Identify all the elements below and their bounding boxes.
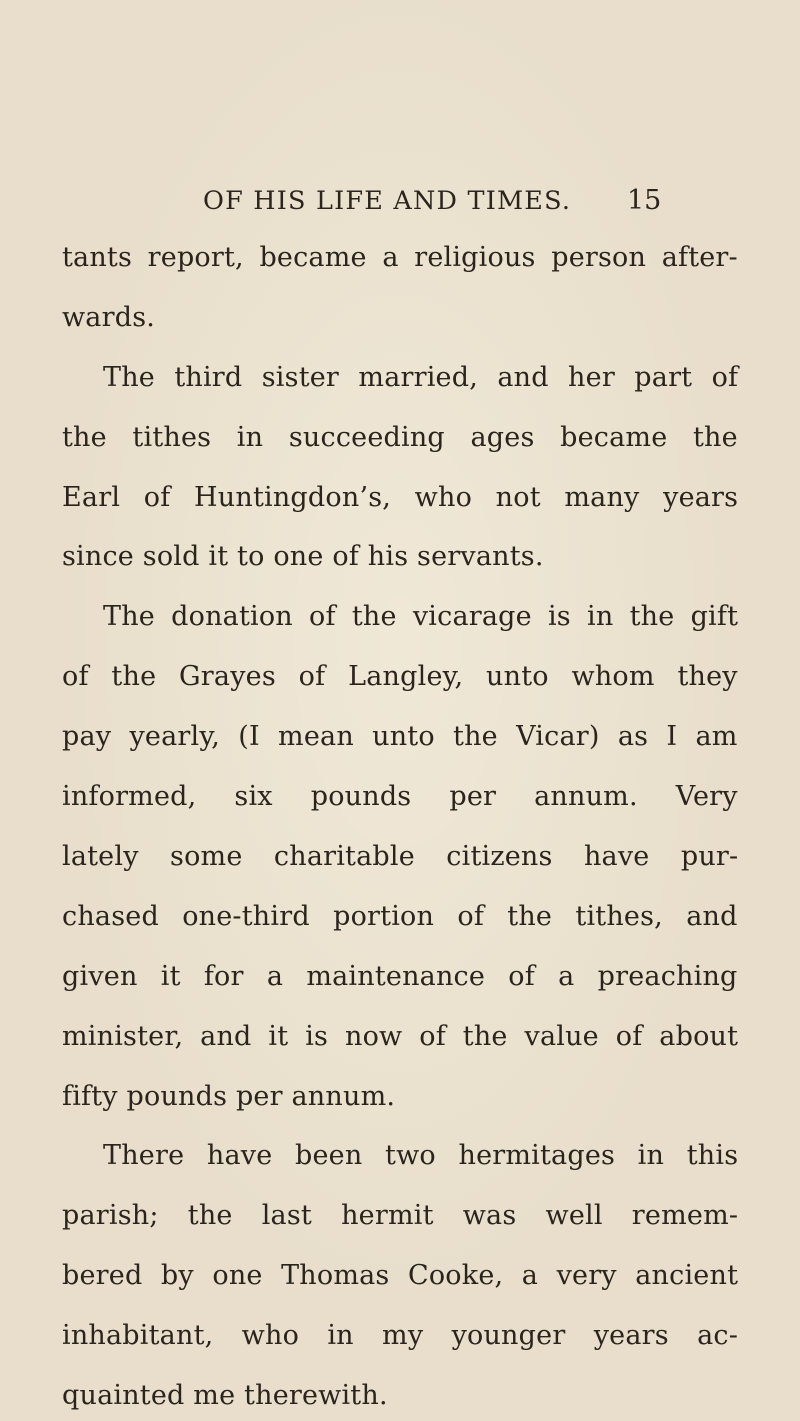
text-line: since sold it to one of his servants. bbox=[62, 541, 544, 572]
text-line: the tithes in succeeding ages became the bbox=[62, 422, 738, 453]
text-line: minister, and it is now of the value of about bbox=[62, 1021, 739, 1052]
text-line: chased one-third portion of the tithes, and bbox=[62, 901, 738, 932]
text-line: The donation of the vicarage is in the gift bbox=[103, 601, 739, 632]
page-number: 15 bbox=[627, 185, 662, 216]
text-line: fifty pounds per annum. bbox=[62, 1081, 396, 1112]
text-line: quainted me therewith. bbox=[62, 1380, 388, 1411]
text-line: Earl of Huntingdon’s, who not many years bbox=[62, 482, 739, 513]
running-head: OF HIS LIFE AND TIMES. bbox=[203, 186, 572, 216]
text-line: The third sister married, and her part of bbox=[103, 362, 739, 393]
text-line: lately some charitable citizens have pur- bbox=[62, 841, 739, 872]
text-line: pay yearly, (I mean unto the Vicar) as I am bbox=[62, 721, 738, 752]
text-line: tants report, became a religious person after- bbox=[62, 242, 738, 273]
text-line: There have been two hermitages in this bbox=[103, 1140, 739, 1171]
text-line: informed, six pounds per annum. Very bbox=[62, 781, 738, 812]
text-line: given it for a maintenance of a preaching bbox=[62, 961, 738, 992]
text-line: wards. bbox=[62, 302, 156, 333]
text-line: bered by one Thomas Cooke, a very ancient bbox=[62, 1260, 739, 1291]
text-line: parish; the last hermit was well remem- bbox=[62, 1200, 739, 1231]
text-line: of the Grayes of Langley, unto whom they bbox=[62, 661, 738, 692]
text-line: inhabitant, who in my younger years ac- bbox=[62, 1320, 739, 1351]
